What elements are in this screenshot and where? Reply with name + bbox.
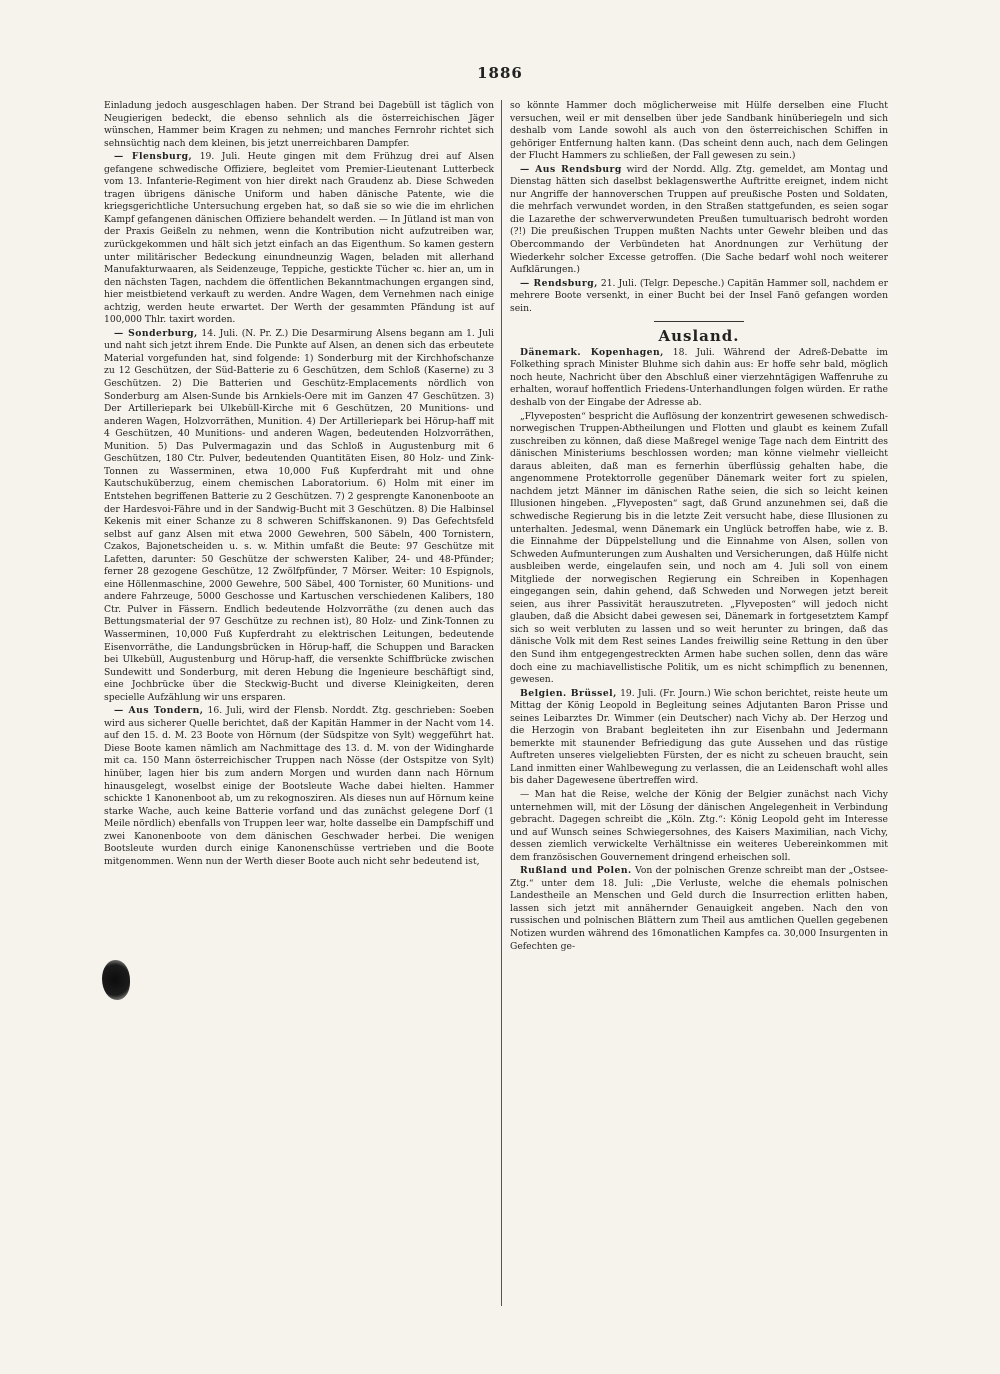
dateline: Belgien. Brüssel, <box>520 687 617 699</box>
article-paragraph: — Aus Rendsburg wird der Nordd. Allg. Ztg. gemeldet, am Montag und Dienstag hätten sich daselbst beklagenswerthe Auftritte ereignet, indem nicht nur Angriffe der hannoverschen Truppen auf preußische Posten und Soldaten, die mehrfach verwundet worden, in den Straßen stattgefunden, es seien sogar die Lazarethe der schwerverwundeten Preußen tumultuarisch bedroht worden (?!) Die preußischen Truppen mußten Nachts unter Gewehr bleiben und das Obercommando der Verbündeten hat Anordnungen zur Verhütung der Wiederkehr solcher Excesse getroffen. (Die Sache bedarf wohl noch weiterer Aufklärungen.) <box>510 163 888 276</box>
dateline: Rußland und Polen. <box>520 865 632 877</box>
article-paragraph: — Aus Tondern, 16. Juli, wird der Flensb. Norddt. Ztg. geschrieben: Soeben wird aus sicherer Quelle berichtet, daß der Kapitän Hammer in der Nacht vom 14. auf den 15. d. M. 23 Boote von Hörnum (der Südspitze von Sylt) weggeführt hat. Diese Boote kamen nämlich am Nachmittage des 13. d. M. von der Widingharde mit ca. 150 Mann österreichischer Truppen nach Nösse (der Ostspitze von Sylt) hinüber, lagen hier bis zum andern Morgen und wurden dann nach Hörnum hinausgelegt, woselbst einige der Bootsleute Wache dabei hielten. Hammer schickte 1 Kanonenboot ab, um zu rekognosziren. Als dieses nun auf Hörnum keine starke Wache, auch keine Batterie vorfand und das zunächst gelegene Dorf (1 Meile nördlich) ebenfalls von Truppen leer war, holte dasselbe ein Dampfschiff und zwei Kanonenboote von dem dänischen Geschwader herbei. Die wenigen Bootsleute wurden durch einige Kanonenschüsse vertrieben und die Boote mitgenommen. Wenn nun der Werth dieser Boote auch nicht sehr bedeutend ist, <box>104 705 494 867</box>
dateline: — Rendsburg, <box>520 277 598 289</box>
section-title: Ausland. <box>658 327 740 346</box>
dateline: Dänemark. Kopenhagen, <box>520 346 664 358</box>
article-paragraph: Einladung jedoch ausgeschlagen haben. Der Strand bei Dagebüll ist täglich von Neugierigen bedeckt, die ebenso sehnlich als die österreichischen Jäger wünschen, Hammer beim Kragen zu nehmen; und manches Fernrohr richtet sich sehnsüchtig nach dem kleinen, bis jetzt unerreichbaren Dampfer. <box>104 100 494 149</box>
article-paragraph: so könnte Hammer doch möglicherweise mit Hülfe derselben eine Flucht versuchen, weil er mit denselben über jede Sandbank hinüberiegeln und sich deshalb vom Lande sowohl als auch von den österreichischen Schiffen in gehöriger Entfernung halten kann. (Das scheint denn auch, nach dem Gelingen der Flucht Hammers zu schließen, der Fall gewesen zu sein.) <box>510 100 888 162</box>
article-paragraph: — Man hat die Reise, welche der König der Belgier zunächst nach Vichy unternehmen will, mit der Lösung der dänischen Angelegenheit in Verbindung gebracht. Dagegen schreibt die „Köln. Ztg.“: König Leopold geht im Interesse und auf Wunsch seines Schwiegersohnes, des Kaisers Maximilian, nach Vichy, dessen ziemlich verwickelte Verhältnisse ein weiteres Uebereinkommen mit dem französischen Gouvernement dringend erheischen soll. <box>510 788 888 863</box>
section-rule <box>654 321 744 322</box>
article-paragraph: — Sonderburg, 14. Juli. (N. Pr. Z.) Die Desarmirung Alsens begann am 1. Juli und naht sich jetzt ihrem Ende. Die Punkte auf Alsen, an denen sich das erbeutete Material vorgefunden hat, sind folgende: 1) Sonderburg mit der Kirchhofschanze zu 12 Geschützen, der Süd-Batterie zu 6 Geschützen, dem Schloß (Kaserne) zu 3 Geschützen. 2) Die Batterien und Geschütz-Emplacements nördlich von Sonderburg am Alsen-Sunde bis Arnkiels-Oere mit im Ganzen 47 Geschützen. 3) Der Artilleriepark bei Ulkebüll-Kirche mit 6 Geschützen, 20 Munitions- und anderen Wagen, Holzvorräthen, Munition. 4) Der Artilleriepark bei Hörup-haff mit 4 Geschützen, 40 Munitions- und anderen Wagen, bedeutenden Holzvorräthen, Munition. 5) Das Pulvermagazin und das Schloß in Augustenburg mit 6 Geschützen, 180 Ctr. Pulver, bedeutenden Quantitäten Eisen, 80 Holz- und Zink-Tonnen zu Wasserminen, etwa 10,000 Fuß Kupferdraht mit und ohne Kautschuküberzug, einem chemischen Laboratorium. 6) Holm mit einer im Entstehen begriffenen Batterie zu 2 Geschützen. 7) 2 gesprengte Kanonenboote an der Hardesvoi-Fähre und in der Sandwig-Bucht mit 3 Geschützen. 8) Die Halbinsel Kekenis mit einer Schanze zu 8 schweren Schiffskanonen. 9) Das Gefechtsfeld selbst auf ganz Alsen mit etwa 2000 Gewehren, 500 Säbeln, 400 Tornistern, Czakos, Bajonetscheiden u. s. w. Mithin umfaßt die Beute: 97 Geschütze mit Lafetten, darunter: 50 Geschütze der schwersten Kaliber, 24- und 48-Pfünder; ferner 28 gezogene Geschütze, 12 Zwölfpfünder, 7 Mörser. Weiter: 10 Espignols, eine Höllenmaschine, 2000 Gewehre, 500 Säbel, 400 Tornister, 60 Munitions- und andere Fahrzeuge, 5000 Geschosse und Kartuschen verschiedenen Kalibers, 180 Ctr. Pulver in Fässern. Endlich bedeutende Holzvorräthe (zu denen auch das Bettungsmaterial der 97 Geschütze zu rechnen ist), 80 Holz- und Zink-Tonnen zu Wasserminen, 10,000 Fuß Kupferdraht zu elektrischen Leitungen, bedeutende Eisenvorräthe, die Landungsbrücken in Hörup-haff, die Schuppen und Baracken bei Ulkebüll, Augustenburg und Hörup-haff, die versenkte Schiffbrücke zwischen Sundewitt und Sonderburg, mit deren Hebung die Ingenieure beschäftigt sind, eine Jochbrücke über die Steckwig-Bucht und diverse Kleinigkeiten, deren specielle Aufzählung wir uns ersparen. <box>104 327 494 703</box>
dateline: — Flensburg, <box>114 151 193 163</box>
article-paragraph: — Flensburg, 19. Juli. Heute gingen mit dem Frühzug drei auf Alsen gefangene schwedische Offiziere, begleitet vom Premier-Lieutenant Lutterbeck vom 13. Infanterie-Regiment von hier direkt nach Graudenz ab. Diese Schweden tragen übrigens dänische Uniform und haben dänische Patente, wie die kriegsgerichtliche Untersuchung ergeben hat, so daß sie so wie die im ehrlichen Kampf gefangenen dänischen Offiziere behandelt werden. — In Jütland ist man von der Praxis Geißeln zu nehmen, wenn die Kontribution nicht aufzutreiben war, zurückgekommen und hält sich jetzt einfach an das Eigenthum. So kamen gestern unter militärischer Bedeckung einundneunzig Wagen, beladen mit allerhand Manufakturwaaren, als Seidenzeuge, Teppiche, gestickte Tücher ꝛc. hier an, um in den nächsten Tagen, nachdem die öffentlichen Bekanntmachungen ergangen sind, hier meistbietend verkauft zu werden. Andre Wagen, dem Vernehmen nach einige achtzig, werden heute erwartet. Der Werth der gesammten Pfändung ist auf 100,000 Thlr. taxirt worden. <box>104 151 495 326</box>
article-paragraph: Rußland und Polen. Von der polnischen Grenze schreibt man der „Ostsee-Ztg.“ unter dem 18. Juli: „Die Verluste, welche die ehemals polnischen Landestheile an Menschen und Geld durch die Insurrection erlitten haben, lassen sich jetzt mit annähernder Genauigkeit angeben. Nach den von russischen und polnischen Blättern zum Theil aus amtlichen Quellen gegebenen Notizen wurden während des 16monatlichen Kampfes ca. 30,000 Insurgenten in Gefechten ge- <box>510 865 889 952</box>
article-paragraph: Belgien. Brüssel, 19. Juli. (Fr. Journ.) Wie schon berichtet, reiste heute um Mittag der König Leopold in Begleitung seines Adjutanten Baron Prisse und seines Leibarztes Dr. Wimmer (ein Deutscher) nach Vichy ab. Der Herzog und die Herzogin von Brabant begleiteten ihn zur Eisenbahn und Jedermann bemerkte mit staunender Befriedigung das gute Aussehen und das rüstige Auftreten unseres vielgeliebten Fürsten, der es nicht zu scheuen braucht, sein Land inmitten einer Wahlbewegung zu verlassen, die an Leidenschaft wohl alles bis daher Dagewesene übertreffen wird. <box>510 687 888 787</box>
column-divider <box>501 100 502 1306</box>
article-paragraph: „Flyveposten“ bespricht die Auflösung der konzentrirt gewesenen schwedisch-norwegischen Truppen-Abtheilungen und Flotten und glaubt es keinem Zufall zuschreiben zu können, daß diese Maßregel wenige Tage nach dem Eintritt des dänischen Ministeriums beschlossen worden; man könne vielmehr vielleicht daraus ableiten, daß man es fernerhin überflüssig gehalten habe, die angenommene Protektorrolle gegenüber Dänemark weiter fort zu spielen, nachdem jetzt Männer im dänischen Rathe seien, die sich so leicht keinen Illusionen hingeben. „Flyveposten“ sagt, daß Grund anzunehmen sei, daß die schwedische Regierung bis in die letzte Zeit versucht habe, diese Illusionen zu unterhalten. Jedesmal, wenn Dänemark ein Unglück betroffen habe, wie z. B. die Einnahme der Düppelstellung und die Einnahme von Alsen, sollen von Schweden Aufmunterungen zum Aushalten und Versicherungen, daß Hülfe nicht ausbleiben werde, eingelaufen sein, und noch am 4. Juli soll von einem Mitgliede der norwegischen Regierung ein Schreiben in Kopenhagen eingegangen sein, dahin gehend, daß Schweden und Norwegen jetzt bereit seien, aus ihrer Passivität herauszutreten. „Flyveposten“ will jedoch nicht glauben, daß die Absicht dabei gewesen sei, Dänemark in fortgesetztem Kampf sich so weit verbluten zu lassen und so weit herunter zu bringen, daß das dänische Volk mit dem Rest seines Landes freiwillig seine Rettung in den über den Sund ihm entgegengestreckten Armen habe suchen sollen, denn das wäre doch eine zu machiavellistische Politik, um es nicht schimpflich zu benennen, gewesen. <box>510 410 888 686</box>
dateline: — Sonderburg, <box>114 327 198 339</box>
page-number: 1886 <box>477 64 523 82</box>
right-column <box>510 100 888 954</box>
dateline: — Aus Tondern, <box>114 705 204 717</box>
dateline: — Aus Rendsburg <box>520 163 622 175</box>
article-paragraph: — Rendsburg, 21. Juli. (Telgr. Depesche.) Capitän Hammer soll, nachdem er mehrere Boote versenkt, in einer Bucht bei der Insel Fanö gefangen worden sein. <box>510 277 888 314</box>
ink-blot <box>102 960 130 1000</box>
article-paragraph: Dänemark. Kopenhagen, 18. Juli. Während der Adreß-Debatte im Folkething sprach Minister Bluhme sich dahin aus: Er hoffe sehr bald, möglich noch heute, Nachricht über den Abschluß einer vierzehntägigen Waffenruhe zu erhalten, worauf hoffentlich Friedens-Unterhandlungen folgen würden. Er rathe deshalb von der Eingabe der Adresse ab. <box>510 346 888 409</box>
left-column <box>104 100 494 869</box>
